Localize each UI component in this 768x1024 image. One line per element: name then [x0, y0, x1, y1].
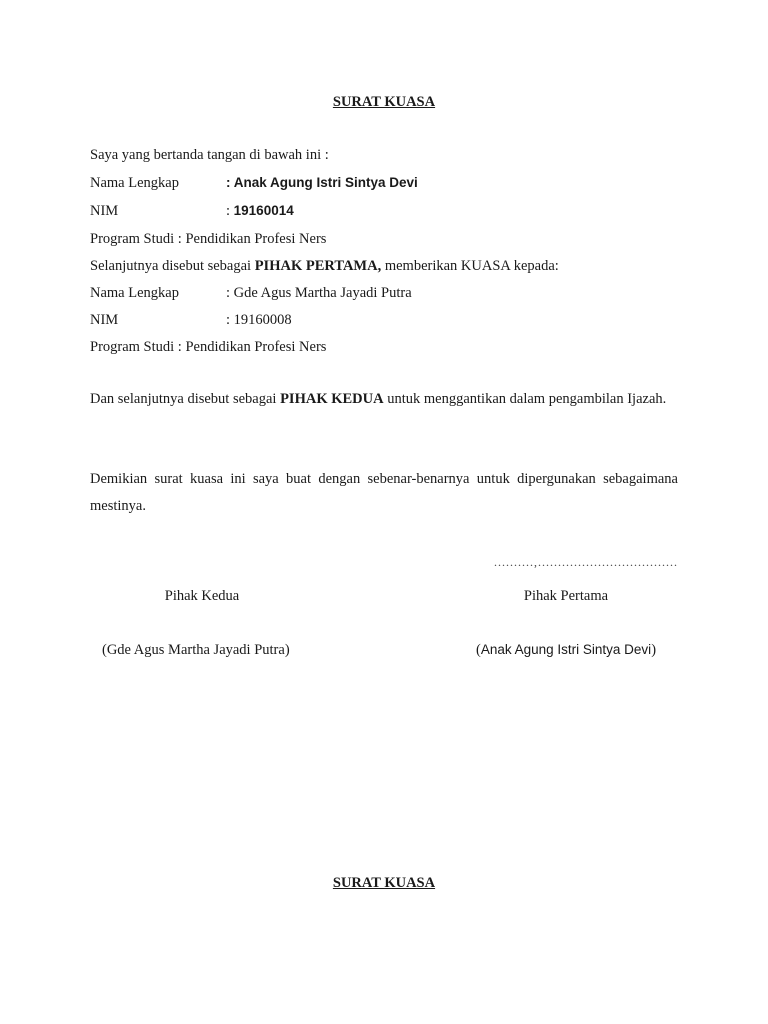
- document-title-second: SURAT KUASA: [332, 875, 436, 891]
- signature-left-role: Pihak Kedua: [164, 588, 240, 604]
- first-party-name-label: Nama Lengkap: [90, 175, 179, 191]
- intro-text: Saya yang bertanda tangan di bawah ini :: [90, 147, 329, 163]
- first-party-nim-label: NIM: [90, 203, 119, 219]
- first-party-nim-value: [226, 203, 294, 220]
- second-party-nim-value: : 19160008: [226, 312, 292, 328]
- place-date-line: ..........,...................................: [494, 555, 678, 569]
- document-title: SURAT KUASA: [332, 94, 436, 110]
- signature-left-name: (Gde Agus Martha Jayadi Putra): [102, 642, 290, 658]
- signature-right-open: (: [476, 642, 481, 658]
- second-party-name-label: Nama Lengkap: [90, 285, 179, 301]
- signature-right-role: Pihak Pertama: [523, 588, 609, 604]
- first-party-statement: [90, 258, 559, 275]
- first-party-statement-bold: PIHAK PERTAMA,: [254, 258, 382, 274]
- second-party-nim-label: NIM: [90, 312, 119, 328]
- first-party-statement-before: Selanjutnya disebut sebagai: [90, 258, 255, 274]
- signature-right-name-text: Anak Agung Istri Sintya Devi: [480, 642, 652, 657]
- paragraph-second-party-before: Dan selanjutnya disebut sebagai: [90, 391, 281, 407]
- first-party-nim-colon: :: [226, 203, 234, 219]
- first-party-statement-after: memberikan KUASA kepada:: [381, 258, 559, 274]
- paragraph-closing: Demikian surat kuasa ini saya buat dengan sebenar-benarnya untuk dipergunakan sebagaimana mestinya.: [90, 471, 678, 514]
- paragraph-second-party: [90, 386, 678, 413]
- second-party-name-value: : Gde Agus Martha Jayadi Putra: [226, 285, 412, 301]
- paragraph-second-party-after: untuk menggantikan dalam pengambilan Ijazah.: [383, 391, 667, 407]
- first-party-name-text: : Anak Agung Istri Sintya Devi: [226, 175, 418, 190]
- first-party-nim-number: 19160014: [233, 203, 294, 218]
- signature-right-name: [476, 642, 656, 659]
- first-party-name-value: [226, 175, 418, 190]
- paragraph-second-party-bold: PIHAK KEDUA: [280, 391, 384, 407]
- first-party-program: Program Studi : Pendidikan Profesi Ners: [90, 231, 327, 247]
- second-party-program: Program Studi : Pendidikan Profesi Ners: [90, 339, 327, 355]
- signature-right-close: ): [651, 642, 657, 658]
